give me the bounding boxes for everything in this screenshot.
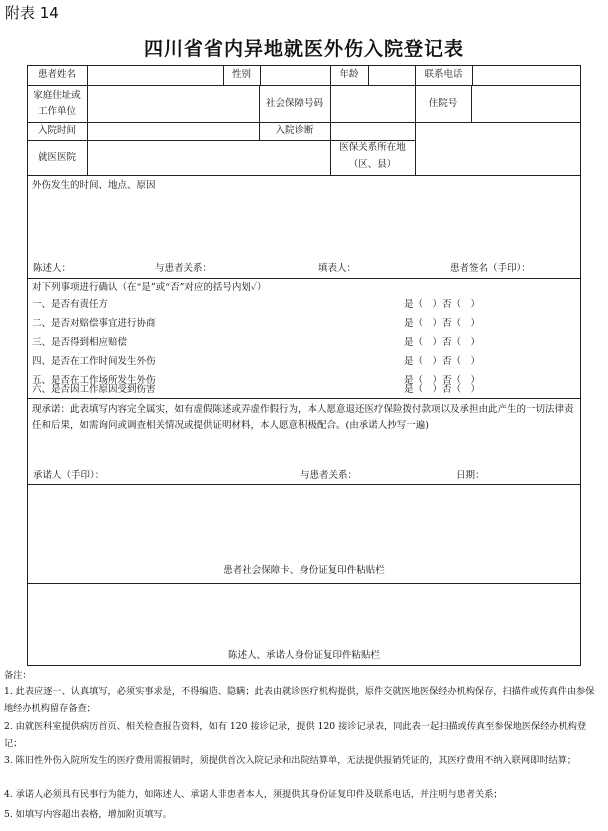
confirm-item: 五、是否在工作场所发生外伤 — [32, 375, 156, 386]
address-label-line1: 家庭住址或 — [33, 90, 81, 101]
address-label-line2: 工作单位 — [37, 106, 76, 117]
confirm-item: 二、是否对赔偿事宜进行协商 — [32, 318, 156, 329]
promise-date-label: 日期： — [456, 470, 485, 481]
hospital-label: 就医医院 — [37, 152, 76, 163]
narrator-id-paste-area: 陈述人、承诺人身份证复印件粘贴栏 — [227, 650, 380, 661]
note-item: 3. 陈旧性外伤入院所发生的医疗费用需报销时，须提供首次入院记录和出院结算单，无法提供报销凭证的，其医疗费用不纳入联网即时结算； — [4, 755, 577, 766]
note-item: 1. 此表应逐一、认真填写，必须实事求是，不得编造、隐瞒；此表由就诊医疗机构提供，原件交就医地医保经办机构保存，扫描件或传真件由参保地经办机构留存备查； — [4, 686, 595, 714]
confirm-item: 四、是否在工作时间发生外伤 — [32, 356, 156, 367]
confirm-choice[interactable]: 是（ ）否（ ） — [404, 299, 481, 310]
promise-relation-label: 与患者关系： — [300, 470, 358, 481]
confirm-choice[interactable]: 是（ ）否（ ） — [404, 337, 481, 348]
patient-signature-label: 患者签名（手印）： — [450, 263, 531, 274]
confirm-intro: 对下列事项进行确认（在“是”或“否”对应的括号内划✓） — [32, 282, 267, 293]
attachment-label: 附表 14 — [5, 4, 59, 22]
injury-description-label: 外伤发生的时间、地点、原因 — [32, 180, 156, 191]
confirm-item: 六、是否因工作原因受到伤害 — [32, 384, 156, 395]
note-item: 2. 由就医科室提供病历首页、相关检查报告资料，如有 120 接诊记录，提供 120 接诊记录表，同此表一起扫描或传真至参保地医保经办机构登记； — [4, 721, 587, 749]
note-item: 4. 承诺人必须具有民事行为能力，如陈述人、承诺人非患者本人，须提供其身份证复印件及联系电话，并注明与患者关系； — [4, 789, 503, 800]
social-security-number-label: 社会保障号码 — [265, 98, 323, 109]
notes-title: 备注： — [4, 670, 32, 681]
age-label: 年龄 — [339, 69, 359, 80]
admission-time-label: 入院时间 — [37, 125, 76, 136]
promise-text: 现承诺：此表填写内容完全属实，如有虚假陈述或弄虚作假行为，本人愿意退还医疗保险拨付款项以及承担由此产生的一切法律责任和后果，如需询问或调查相关情况或提供证明材料，本人愿意积极配合。(由承诺人抄写一遍) — [32, 404, 574, 431]
admission-diagnosis-label: 入院诊断 — [275, 125, 314, 136]
insurance-location-label-line1: 医保关系所在地 — [339, 142, 406, 153]
form-title: 四川省省内异地就医外伤入院登记表 — [143, 38, 464, 60]
gender-label: 性别 — [231, 69, 251, 80]
relation-label: 与患者关系： — [155, 263, 213, 274]
promiser-label: 承诺人（手印）： — [33, 470, 105, 481]
note-item: 5. 如填写内容超出表格，增加附页填写。 — [4, 809, 172, 820]
insurance-location-label-line2: （区、县） — [348, 159, 397, 170]
confirm-choice[interactable]: 是（ ）否（ ） — [404, 356, 481, 367]
confirm-item: 三、是否得到相应赔偿 — [32, 337, 128, 348]
confirm-choice[interactable]: 是（ ）否（ ） — [404, 318, 481, 329]
confirm-choice[interactable]: 是（ ）否（ ） — [404, 375, 481, 386]
narrator-label: 陈述人： — [33, 263, 72, 274]
confirm-choice[interactable]: 是（ ）否（ ） — [404, 384, 481, 395]
patient-name-label: 患者姓名 — [37, 69, 76, 80]
filler-label: 填表人： — [318, 263, 357, 274]
phone-label: 联系电话 — [424, 69, 463, 80]
confirm-item: 一、是否有责任方 — [32, 299, 109, 310]
patient-id-paste-area: 患者社会保障卡、身份证复印件粘贴栏 — [223, 565, 385, 576]
hospitalization-number-label: 住院号 — [428, 98, 458, 109]
